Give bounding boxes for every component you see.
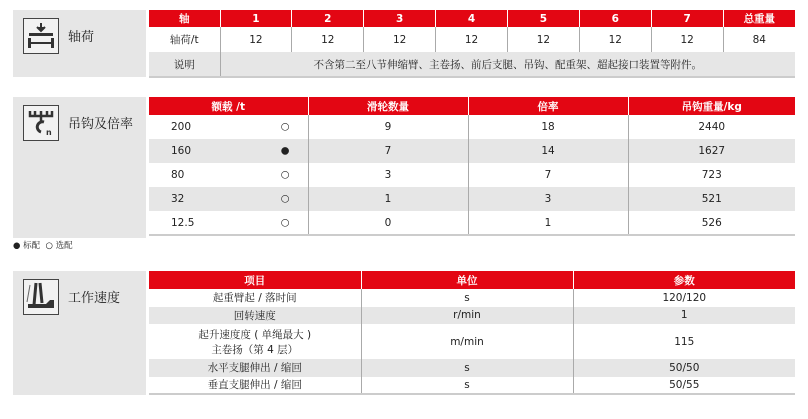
crane-icon xyxy=(23,279,59,315)
sheaves-cell: 9 xyxy=(308,115,468,139)
row-label: 轴荷/t xyxy=(149,27,220,52)
cell: 12 xyxy=(364,27,436,52)
config-mark: ○ xyxy=(280,121,290,133)
header-cell: 5 xyxy=(508,10,580,27)
table-row xyxy=(149,324,795,359)
cell: 12 xyxy=(508,27,580,52)
load-cell xyxy=(149,115,308,139)
section-title: 轴荷 xyxy=(68,30,95,45)
config-mark: ○ xyxy=(280,169,290,181)
header-cell: 滑轮数量 xyxy=(308,97,468,115)
legend-standard: ● 标配 xyxy=(13,241,41,251)
ratio-cell: 3 xyxy=(468,187,628,211)
header-cell: 6 xyxy=(579,10,651,27)
cell: 12 xyxy=(436,27,508,52)
value-cell: 120/120 xyxy=(662,291,707,304)
unit-cell: s xyxy=(361,377,573,395)
table-row xyxy=(149,163,795,187)
load-value: 12.5 xyxy=(171,216,195,229)
axle-load-table xyxy=(149,10,795,78)
sheaves-cell: 1 xyxy=(308,187,468,211)
sheaves-cell: 3 xyxy=(308,163,468,187)
header-cell: 项目 xyxy=(149,271,361,289)
legend xyxy=(13,239,73,251)
table-row xyxy=(149,359,795,377)
svg-text:n: n xyxy=(46,128,52,137)
speed-panel xyxy=(13,271,146,395)
hook-table xyxy=(149,97,795,236)
config-mark: ○ xyxy=(280,217,290,228)
header-cell: 参数 xyxy=(573,271,795,289)
table-row xyxy=(149,307,795,325)
load-cell xyxy=(149,139,308,163)
load-value: 80 xyxy=(171,169,185,181)
item-cell xyxy=(149,307,361,325)
weight-cell: 526 xyxy=(701,216,722,229)
load-cell xyxy=(149,211,308,235)
unit-cell: m/min xyxy=(361,324,573,359)
weight-cell: 1627 xyxy=(628,139,795,163)
item-cell xyxy=(149,324,361,359)
table-row xyxy=(149,289,795,307)
ratio-cell: 14 xyxy=(468,139,628,163)
table-row xyxy=(149,187,795,211)
load-cell xyxy=(149,187,308,211)
item-cell xyxy=(149,289,361,307)
unit-cell: s xyxy=(361,359,573,377)
note: 不含第二至八节伸缩臂、主卷扬、前后支腿、吊钩、配重架、超起接口装置等附件。 xyxy=(220,52,795,77)
weight-cell: 723 xyxy=(701,169,722,181)
value-cell: 50/55 xyxy=(669,378,700,391)
cell: 12 xyxy=(651,27,723,52)
config-mark: ● xyxy=(280,145,290,157)
item-text: 垂直支腿伸出 / 缩回 xyxy=(207,379,302,392)
item-line: 起升速度度 ( 单绳最大 ) xyxy=(198,328,312,341)
unit-cell: r/min xyxy=(361,307,573,325)
hook-icon xyxy=(23,105,59,141)
table-row xyxy=(149,211,795,235)
value-cell: 115 xyxy=(674,335,695,348)
item-text: 回转速度 xyxy=(233,309,276,322)
header-cell: 总重量 xyxy=(723,10,795,27)
row-label: 说明 xyxy=(149,52,220,77)
load-value: 160 xyxy=(171,145,192,157)
item-cell xyxy=(149,377,361,395)
weight-cell: 2440 xyxy=(698,121,726,133)
load-cell xyxy=(149,163,308,187)
hook-panel xyxy=(13,97,146,238)
ratio-cell: 1 xyxy=(468,211,628,235)
section-title: 吊钩及倍率 xyxy=(68,117,134,132)
header-cell: 1 xyxy=(220,10,292,27)
axle-icon xyxy=(23,18,59,54)
section-title: 工作速度 xyxy=(68,291,121,306)
legend-optional: ○ 选配 xyxy=(45,241,73,251)
header-cell: 7 xyxy=(651,10,723,27)
unit-cell: s xyxy=(361,289,573,307)
cell: 12 xyxy=(220,27,292,52)
table-row xyxy=(149,377,795,395)
value-cell: 50/50 xyxy=(573,359,795,377)
cell: 12 xyxy=(292,27,364,52)
cell: 84 xyxy=(752,33,766,46)
item-cell xyxy=(149,359,361,377)
sheaves-cell: 0 xyxy=(308,211,468,235)
speed-table xyxy=(149,271,795,395)
header-cell: 4 xyxy=(436,10,508,27)
table-row xyxy=(149,52,795,77)
sheaves-cell: 7 xyxy=(308,139,468,163)
load-value: 32 xyxy=(171,193,185,205)
table-row xyxy=(149,27,795,52)
header-cell: 倍率 xyxy=(468,97,628,115)
config-mark: ○ xyxy=(280,193,290,205)
table-row xyxy=(149,139,795,163)
header-cell: 吊钩重量/kg xyxy=(628,97,795,115)
item-text: 水平支腿伸出 / 缩回 xyxy=(207,362,302,375)
header-cell: 额载 /t xyxy=(149,97,308,115)
table-row xyxy=(149,115,795,139)
weight-cell: 521 xyxy=(628,187,795,211)
item-line: 主卷扬（第 4 层） xyxy=(211,343,299,356)
item-text: 起重臂起 / 落时间 xyxy=(212,292,297,305)
header-cell: 2 xyxy=(292,10,364,27)
header-cell: 3 xyxy=(364,10,436,27)
header-cell: 轴 xyxy=(149,10,220,27)
ratio-cell: 7 xyxy=(468,163,628,187)
value-cell: 1 xyxy=(573,307,795,325)
axle-load-panel xyxy=(13,10,146,77)
header-cell: 单位 xyxy=(361,271,573,289)
cell: 12 xyxy=(579,27,651,52)
load-value: 200 xyxy=(171,121,192,133)
ratio-cell: 18 xyxy=(468,115,628,139)
